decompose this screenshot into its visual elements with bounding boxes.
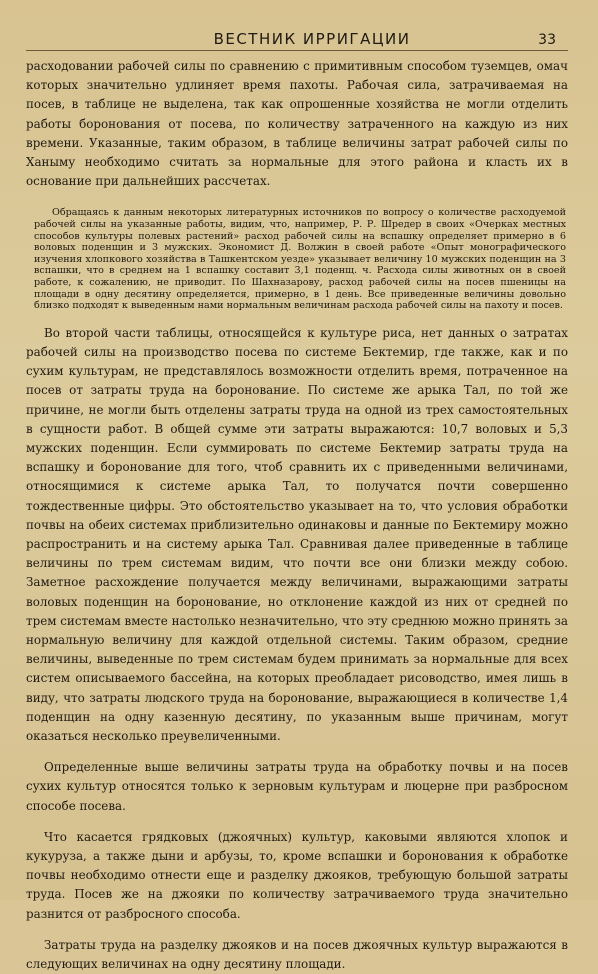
paragraph-rice-culture: Во второй части таблицы, относящейся к культуре риса, нет данных о затратах рабочей силы на производство посева по системе Бектемир, где также, как и по сухим культурам, не представлялось возможности отделить время, потраченное на посев от затраты труда на боронование. По системе же арыка Тал, по той же причине, не могли быть отделены затраты труда на одной из трех самостоятельных в сущности работ. В общей сумме эти затраты выражаются: 10,7 воловых и 5,3 мужских поденщин. Если суммировать по системе Бектемир затраты труда на вспашку и боронование для того, чтоб сравнить их с приведенными величинами, относящимися к системе арыка Тал, то получатся почти совершенно тождественные цифры. Это обстоятельство указывает на то, что условия обработки почвы на обеих системах приблизительно одинаковы и данные по Бектемиру можно распространить и на систему арыка Тал. Сравнивая далее приведенные в таблице величины по трем системам видим, что почти все они близки между собою. Заметное расхождение получается между величинами, выражающими затраты воловых поденщин на боронование, но отклонение каждой из них от средней по трем системам вместе настолько незначительно, что эту среднюю можно принять за нормальную величину для каждой отдельной системы. Таким образом, средние величины, выведенные по трем системам будем принимать за нормальные для всех систем описываемого бассейна, на которых преобладает рисоводство, имея лишь в виду, что затраты людского труда на боронование, выражающиеся в количестве 1,4 поденщин на одну казенную десятину, по указанным выше причинам, могут оказаться несколько преувеличенными. (26, 325, 568, 744)
paragraph-dry-crops: Определенные выше величины затраты труда на обработку почвы и на посев сухих культур относятся только к зерновым культурам и люцерне при разбросном способе посева. (26, 760, 568, 813)
paragraph-row-crops: Что касается грядковых (джоячных) культур, каковыми являются хлопок и кукуруза, а также дыни и арбузы, то, кроме вспашки и боронования к обработке почвы необходимо отнести еще и разделку джояков, требующую большой затраты труда. Посев же на джояки по количеству затрачиваемого труда значительно разнится от разбросного способа. (26, 829, 568, 921)
footnote-literature: Обращаясь к данным некоторых литературных источников по вопросу о количестве расходуемой рабочей силы на указанные работы, видим, что, например, Р. Р. Шредер в своих «Очерках местных способов культуры полевых растений» расход рабочей силы на вспашку определяет примерно в 6 воловых поденщин и 3 мужских. Экономист Д. Волжин в своей работе «Опыт монографического изучения хлопкового хозяйства в Ташкентском уезде» указывает величину 10 мужских поденщин на 3 вспашки, что в среднем на 1 вспашку составит 3,1 поденщ. ч. Расхода силы животных он в своей работе, к сожалению, не приводит. По Шахназарову, расход рабочей силы на посев пшеницы на площади в одну десятину определяется, примерно, в 1 день. Все приведенные величины довольно близко подходят к выведенным нами нормальным величинам расхода рабочей силы на пахоту и посев. (34, 207, 566, 312)
journal-title: ВЕСТНИК ИРРИГАЦИИ (213, 30, 411, 48)
page-number: 33 (538, 32, 556, 48)
paragraph-labor-costs: Затраты труда на разделку джояков и на посев джоячных культур выражаются в следующих величинах на одну десятину площади. (26, 937, 568, 972)
running-header (26, 30, 568, 51)
paragraph-continuation: расходовании рабочей силы по сравнению с примитивным способом туземцев, омач которых значительно удлиняет время пахоты. Рабочая сила, затрачиваемая на посев, в таблице не выделена, так как опрошенные хозяйства не могли отделить работы боронования от посева, по количеству затраченного на каждую из них времени. Указанные, таким образом, в таблице величины затрат рабочей силы по Ханыму необходимо считать за нормальные для этого района и класть их в основание при дальнейших рассчетах. (26, 59, 568, 189)
